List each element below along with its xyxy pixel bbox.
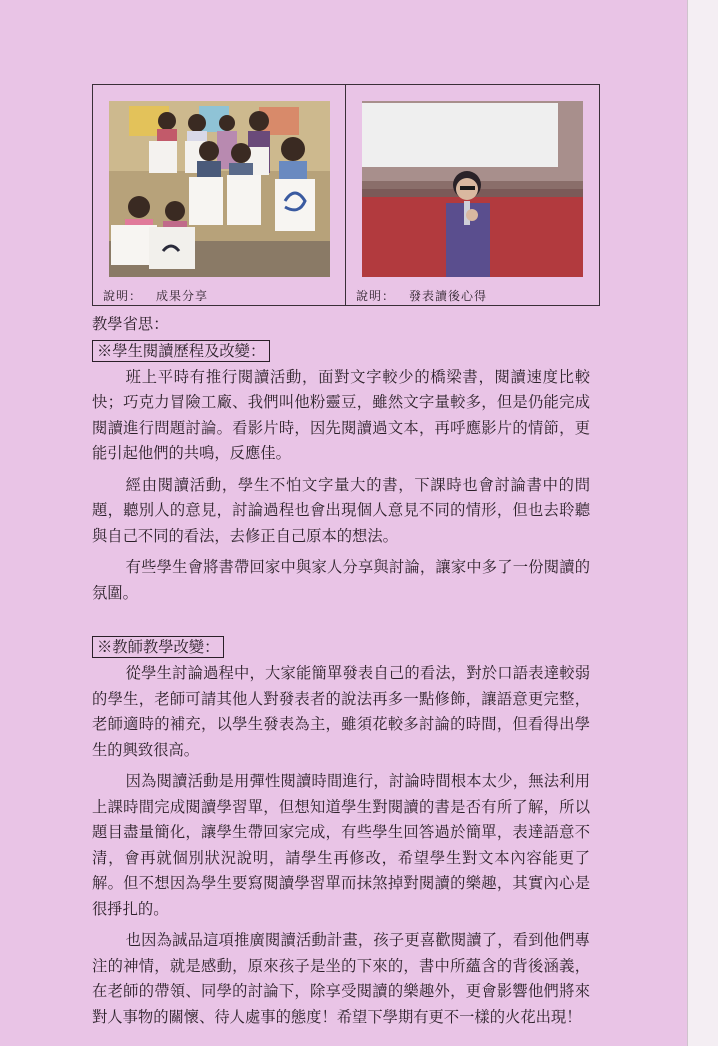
reflection-heading: 教學省思：	[92, 315, 169, 333]
caption-text: 發表讀後心得	[409, 289, 488, 303]
paragraph: 也因為誠品這項推廣閱讀活動計畫，孩子更喜歡閱讀了，看到他們專注的神情，就是感動，原來孩子是坐的下來的，書中所蘊含的背後涵義，在老師的帶領、同學的討論下，除享受閱讀的樂趣外，更會影響他們將來對人事物的關懷、待人處事的態度！希望下學期有更不一樣的火花出現！	[92, 931, 590, 1026]
reflection-content	[92, 312, 590, 1036]
section-title-student-change: ※學生閱讀歷程及改變：	[92, 340, 270, 362]
photo-cell-2	[346, 85, 599, 305]
paragraph: 經由閱讀活動，學生不怕文字量大的書，下課時也會討論書中的問題，聽別人的意見，討論過程也會出現個人意見不同的情形，但也去聆聽與自己不同的看法，去修正自己原本的想法。	[92, 475, 590, 545]
caption-label: 說明：	[356, 289, 396, 303]
paragraph: 從學生討論過程中，大家能簡單發表自己的看法，對於口語表達較弱的學生，老師可請其他人對發表者的說法再多一點修飾，讓語意更完整，老師適時的補充，以學生發表為主，雖須花較多討論的時間，但看得出學生的興致很高。	[92, 664, 590, 759]
caption-label: 說明：	[103, 289, 143, 303]
photo-student-presenting	[362, 101, 583, 277]
photo-caption-1	[103, 287, 208, 304]
photo-children-artwork	[109, 101, 330, 277]
section-gap	[92, 612, 590, 634]
photo-cell-1	[93, 85, 346, 305]
page-edge	[687, 0, 718, 1046]
paragraph: 班上平時有推行閱讀活動，面對文字較少的橋梁書，閱讀速度比較快；巧克力冒險工廠、我們叫他粉靈豆，雖然文字量較多，但是仍能完成閱讀進行問題討論。看影片時，因先閱讀過文本，再呼應影片的情節，更能引起他們的共鳴，反應佳。	[92, 367, 590, 462]
caption-text: 成果分享	[156, 289, 209, 303]
children-artwork-image	[109, 101, 330, 277]
student-presenting-image	[362, 101, 583, 277]
section-title-teacher-change: ※教師教學改變：	[92, 636, 224, 658]
paragraph: 因為閱讀活動是用彈性閱讀時間進行，討論時間根本太少，無法利用上課時間完成閱讀學習單，但想知道學生對閱讀的書是否有所了解，所以題目盡量簡化，讓學生帶回家完成，有些學生回答過於簡單，表達語意不清，會再就個別狀況說明，請學生再修改，希望學生對文本內容能更了解。但不想因為學生要寫閱讀學習單而抹煞掉對閱讀的樂趣，其實內心是很掙扎的。	[92, 772, 590, 918]
photo-caption-2	[356, 287, 487, 304]
photo-table	[92, 84, 600, 306]
paragraph: 有些學生會將書帶回家中與家人分享與討論，讓家中多了一份閱讀的氛圍。	[92, 558, 590, 602]
